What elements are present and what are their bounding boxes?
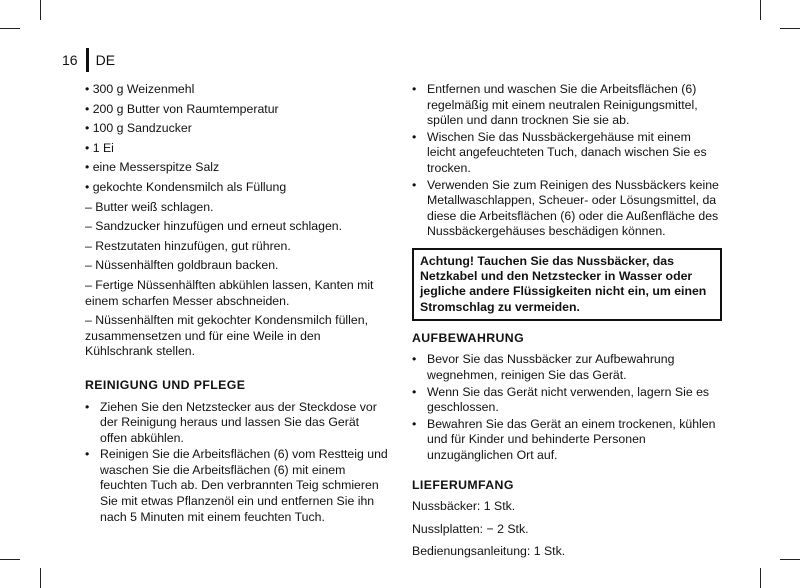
delivery-item: Bedienungsanleitung: 1 Stk. (412, 544, 566, 559)
section-heading-storage: AUFBEWAHRUNG (412, 330, 525, 345)
steps-list (85, 200, 388, 360)
step-item: – Fertige Nüssenhälften abkühlen lassen, Kanten mit einem scharfen Messer abschneiden. (85, 277, 374, 308)
section-heading-delivery: LIEFERUMFANG (412, 477, 514, 492)
section-heading-cleaning: REINIGUNG UND PFLEGE (85, 377, 246, 392)
page-number: 16 (62, 52, 78, 68)
warning-box: Achtung! Tauchen Sie das Nussbäcker, das Netzkabel und den Netzstecker in Wasser oder jegliche andere Flüssigkeiten nicht ein, um einen Stromschlag zu vermeiden. (412, 248, 722, 321)
list-item: • Reinigen Sie die Arbeitsflächen (6) vom Restteig und waschen Sie die Arbeitsflächen (6) mit einem feuchten Tuch ab. Den verbrannten Teig schmieren Sie mit etwas Pflanzenöl ein und entfernen Sie ihn nach 5 Minuten mit einem feuchten Tuch. (85, 447, 388, 525)
list-item: • Wenn Sie das Gerät nicht verwenden, lagern Sie es geschlossen. (412, 385, 722, 416)
delivery-item: Nussbäcker: 1 Stk. (412, 499, 516, 514)
list-item: • Ziehen Sie den Netzstecker aus der Steckdose vor der Reinigung heraus und lassen Sie das Gerät offen abkühlen. (85, 400, 388, 447)
storage-list (412, 352, 722, 463)
page-header (62, 48, 115, 72)
ingredients-list (85, 82, 388, 196)
ingredient-item: • eine Messerspitze Salz (85, 160, 220, 175)
delivery-item: Nusslplatten: − 2 Stk. (412, 521, 529, 536)
list-item: • Verwenden Sie zum Reinigen des Nussbäckers keine Metallwaschlappen, Scheuer- oder Lösungsmittel, da diese die Arbeitsflächen (6) oder die Außenfläche des Nussbäckergehäuses beschädigen können. (412, 178, 722, 240)
cleaning-list-continued (412, 82, 722, 240)
delivery-list (412, 499, 722, 560)
crop-mark (0, 559, 20, 560)
ingredient-item: • 100 g Sandzucker (85, 121, 192, 136)
step-item: – Restzutaten hinzufügen, gut rühren. (85, 238, 291, 253)
right-column (412, 82, 722, 564)
step-item: – Nüssenhälften mit gekochter Kondensmilch füllen, zusammensetzen und für eine Weile in den Kühlschrank stellen. (85, 313, 368, 359)
list-item: • Bewahren Sie das Gerät an einem trockenen, kühlen und für Kinder und behinderte Personen unzugänglichen Ort auf. (412, 417, 722, 464)
header-divider (86, 48, 89, 72)
cleaning-list (85, 400, 388, 526)
step-item: – Nüssenhälften goldbraun backen. (85, 258, 279, 273)
crop-mark (0, 28, 20, 29)
list-item: • Entfernen und waschen Sie die Arbeitsflächen (6) regelmäßig mit einem neutralen Reinigungsmittel, spülen und dann trocknen Sie sie ab. (412, 82, 722, 129)
ingredient-item: • 200 g Butter von Raumtemperatur (85, 101, 279, 116)
ingredient-item: • 300 g Weizenmehl (85, 82, 195, 96)
step-item: – Sandzucker hinzufügen und erneut schlagen. (85, 219, 343, 234)
list-item: • Wischen Sie das Nussbäckergehäuse mit einem leicht angefeuchteten Tuch, danach wischen Sie es trocken. (412, 130, 722, 177)
left-column (85, 82, 388, 526)
step-item: – Butter weiß schlagen. (85, 199, 214, 214)
ingredient-item: • 1 Ei (85, 140, 114, 155)
crop-mark (780, 28, 800, 29)
ingredient-item: • gekochte Kondensmilch als Füllung (85, 179, 287, 194)
language-label: DE (95, 52, 116, 68)
crop-mark (780, 559, 800, 560)
crop-mark (760, 568, 761, 588)
list-item: • Bevor Sie das Nussbäcker zur Aufbewahrung wegnehmen, reinigen Sie das Gerät. (412, 352, 722, 383)
crop-mark (760, 0, 761, 20)
crop-mark (40, 0, 41, 20)
crop-mark (40, 568, 41, 588)
